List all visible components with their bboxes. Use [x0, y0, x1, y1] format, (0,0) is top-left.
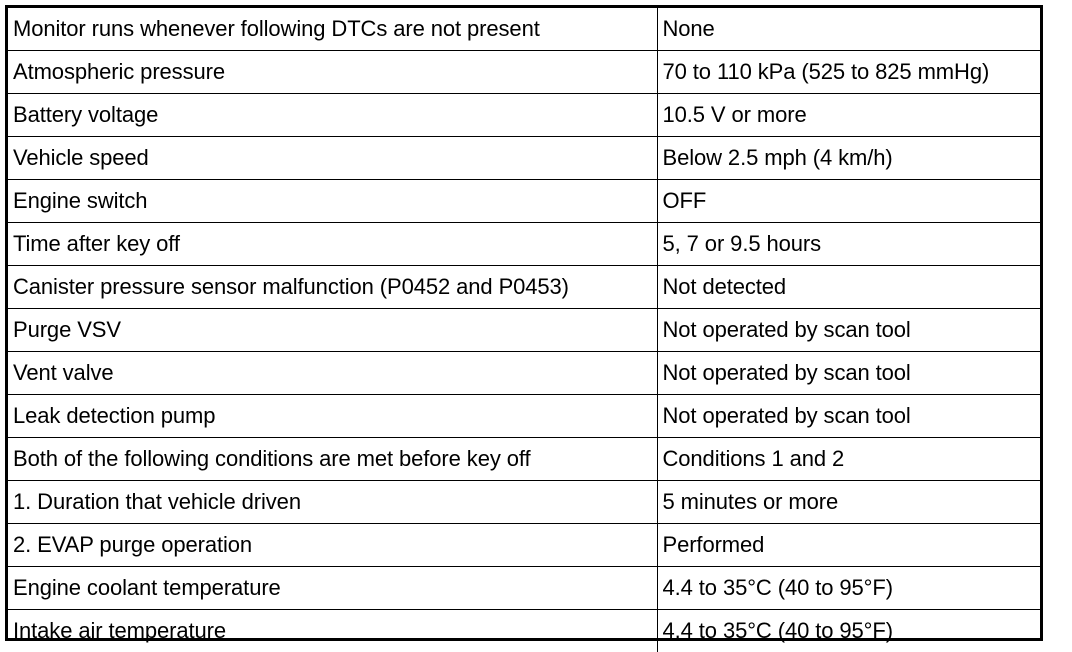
table-row	[8, 610, 1040, 652]
table-row	[8, 8, 1040, 51]
table-row	[8, 137, 1040, 180]
condition-cell: 2. EVAP purge operation	[8, 524, 657, 567]
condition-cell: Engine coolant temperature	[8, 567, 657, 610]
conditions-table-frame	[5, 5, 1043, 641]
value-cell: 70 to 110 kPa (525 to 825 mmHg)	[657, 51, 1040, 94]
value-cell: Not operated by scan tool	[657, 309, 1040, 352]
table-row	[8, 309, 1040, 352]
value-cell: 5 minutes or more	[657, 481, 1040, 524]
value-cell: Not operated by scan tool	[657, 395, 1040, 438]
table-row	[8, 94, 1040, 137]
table-row	[8, 567, 1040, 610]
condition-cell: Engine switch	[8, 180, 657, 223]
table-row	[8, 395, 1040, 438]
value-cell: 5, 7 or 9.5 hours	[657, 223, 1040, 266]
monitor-conditions-table	[8, 8, 1040, 652]
condition-cell: Canister pressure sensor malfunction (P0452 and P0453)	[8, 266, 657, 309]
value-cell: Performed	[657, 524, 1040, 567]
condition-cell: Purge VSV	[8, 309, 657, 352]
condition-cell: Vehicle speed	[8, 137, 657, 180]
condition-cell: Atmospheric pressure	[8, 51, 657, 94]
table-row	[8, 481, 1040, 524]
value-cell: OFF	[657, 180, 1040, 223]
table-row	[8, 223, 1040, 266]
condition-cell: 1. Duration that vehicle driven	[8, 481, 657, 524]
condition-cell: Both of the following conditions are met before key off	[8, 438, 657, 481]
value-cell: Below 2.5 mph (4 km/h)	[657, 137, 1040, 180]
condition-cell: Intake air temperature	[8, 610, 657, 652]
table-row	[8, 266, 1040, 309]
table-row	[8, 438, 1040, 481]
condition-cell: Leak detection pump	[8, 395, 657, 438]
table-row	[8, 51, 1040, 94]
table-row	[8, 524, 1040, 567]
condition-cell: Vent valve	[8, 352, 657, 395]
condition-cell: Time after key off	[8, 223, 657, 266]
value-cell: 4.4 to 35°C (40 to 95°F)	[657, 567, 1040, 610]
condition-cell: Battery voltage	[8, 94, 657, 137]
condition-cell: Monitor runs whenever following DTCs are not present	[8, 8, 657, 51]
table-row	[8, 352, 1040, 395]
value-cell: 4.4 to 35°C (40 to 95°F)	[657, 610, 1040, 652]
value-cell: Not operated by scan tool	[657, 352, 1040, 395]
value-cell: None	[657, 8, 1040, 51]
value-cell: Conditions 1 and 2	[657, 438, 1040, 481]
table-row	[8, 180, 1040, 223]
value-cell: 10.5 V or more	[657, 94, 1040, 137]
value-cell: Not detected	[657, 266, 1040, 309]
